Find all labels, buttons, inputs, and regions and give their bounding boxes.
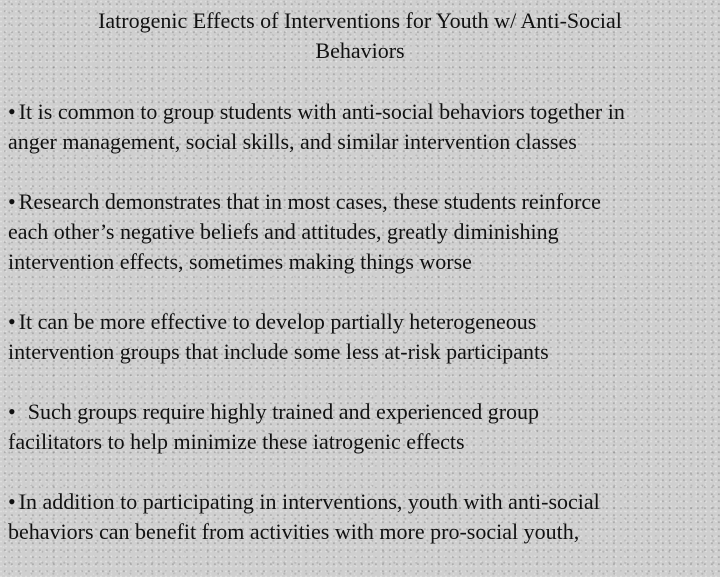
bullet-item-4 bbox=[8, 397, 714, 457]
bullet-4-line-2: facilitators to help minimize these iatrogenic effects bbox=[8, 429, 465, 454]
bullet-4-text-1: Such groups require highly trained and experienced group bbox=[27, 399, 540, 424]
bullet-3-text-1: It can be more effective to develop partially heterogeneous bbox=[18, 309, 537, 334]
bullet-5-line-1 bbox=[8, 487, 714, 517]
bullet-item-5 bbox=[8, 487, 714, 547]
bullet-2-line-1 bbox=[8, 187, 714, 217]
slide-title-line-1: Iatrogenic Effects of Interventions for Youth w/ Anti-Social bbox=[98, 8, 622, 33]
bullet-2-line-2: each other’s negative beliefs and attitudes, greatly diminishing bbox=[8, 219, 559, 244]
bullet-item-2 bbox=[8, 187, 714, 277]
bullet-2-text-1: Research demonstrates that in most cases, these students reinforce bbox=[18, 189, 601, 214]
bullet-dot-icon: • bbox=[8, 99, 16, 124]
bullet-3-line-1 bbox=[8, 307, 714, 337]
bullet-item-3 bbox=[8, 307, 714, 367]
bullet-list bbox=[8, 97, 714, 577]
bullet-2-line-3: intervention effects, sometimes making things worse bbox=[8, 249, 472, 274]
bullet-dot-icon: • bbox=[8, 489, 16, 514]
bullet-dot-icon: • bbox=[8, 309, 16, 334]
bullet-1-line-2: anger management, social skills, and similar intervention classes bbox=[8, 129, 577, 154]
bullet-4-line-1 bbox=[8, 397, 714, 427]
bullet-5-text-1: In addition to participating in interventions, youth with anti-social bbox=[18, 489, 600, 514]
bullet-item-1 bbox=[8, 97, 714, 157]
bullet-dot-icon: • bbox=[8, 189, 16, 214]
bullet-5-line-2: behaviors can benefit from activities with more pro-social youth, bbox=[8, 519, 580, 544]
bullet-dot-icon: • bbox=[8, 399, 16, 424]
slide-title bbox=[0, 6, 720, 66]
slide-title-line-2: Behaviors bbox=[315, 38, 405, 63]
bullet-1-line-1 bbox=[8, 97, 714, 127]
bullet-3-line-2: intervention groups that include some less at-risk participants bbox=[8, 339, 549, 364]
bullet-1-text-1: It is common to group students with anti-social behaviors together in bbox=[18, 99, 625, 124]
